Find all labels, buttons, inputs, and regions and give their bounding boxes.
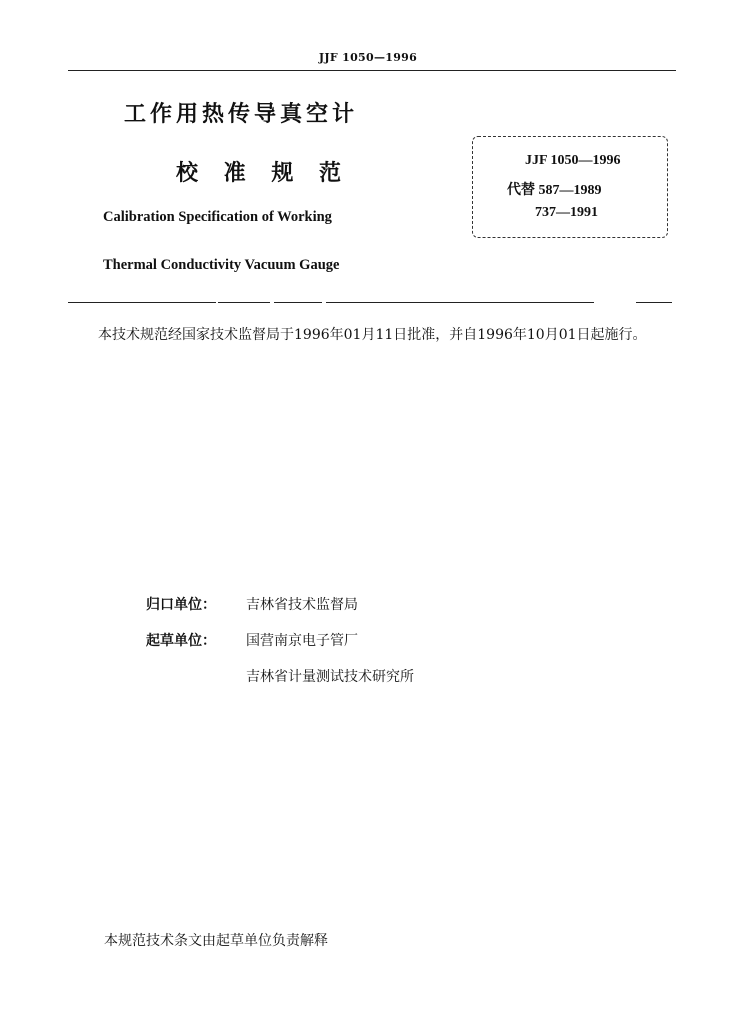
- approval-notice: 本技术规范经国家技术监督局于1996年01月11日批准，并自1996年10月01日起施行。: [98, 327, 647, 343]
- standard-code-header: JJF 1050—1996: [318, 51, 418, 64]
- responsible-unit-value: 吉林省技术监督局: [246, 597, 358, 613]
- drafting-unit-value-1: 国营南京电子管厂: [246, 633, 358, 649]
- section-rule-segment: [218, 302, 270, 303]
- section-rule-segment: [274, 302, 322, 303]
- title-english-line-1: Calibration Specification of Working: [103, 209, 332, 225]
- footer-note: 本规范技术条文由起草单位负责解释: [104, 933, 328, 949]
- subtitle-chinese: 校 准 规 范: [176, 161, 350, 186]
- code-box-replaces-2: 737—1991: [535, 205, 598, 220]
- header-rule: [68, 70, 676, 71]
- code-box-replaces: 代替 587—1989: [507, 183, 602, 198]
- code-box-current: JJF 1050—1996: [525, 153, 621, 168]
- standard-code-box: [472, 136, 668, 238]
- drafting-unit-value-2: 吉林省计量测试技术研究所: [246, 669, 414, 685]
- responsible-unit-label: 归口单位：: [146, 597, 216, 613]
- drafting-unit-label: 起草单位：: [146, 633, 216, 649]
- section-rule-segment: [68, 302, 216, 303]
- section-rule-segment: [326, 302, 594, 303]
- title-english-line-2: Thermal Conductivity Vacuum Gauge: [103, 257, 340, 273]
- section-rule-segment: [636, 302, 672, 303]
- title-chinese: 工作用热传导真空计: [124, 102, 359, 127]
